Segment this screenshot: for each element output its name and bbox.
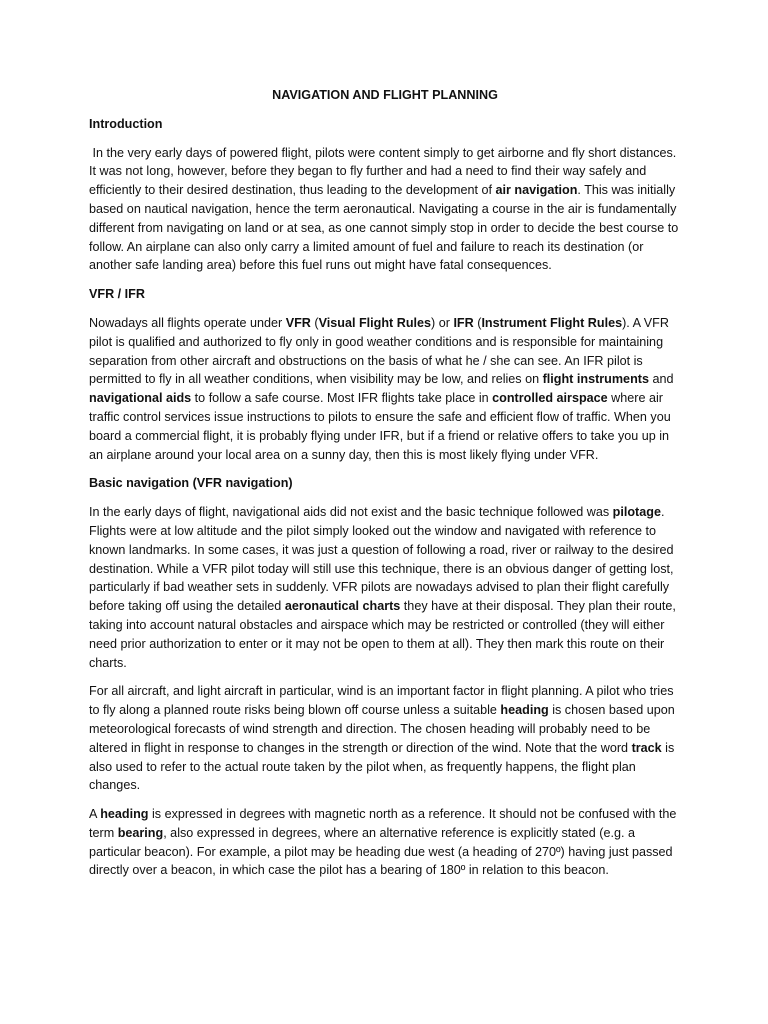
section-heading-vfr-ifr: VFR / IFR bbox=[89, 287, 145, 302]
paragraph-pilotage: In the early days of flight, navigational aids did not exist and the basic technique followed was pilotage. Flights were at low altitude and the pilot simply looked out the window and navigated with reference to known landmarks. In some cases, it was just a question of following a road, river or railway to the desired destination. While a VFR pilot today will still use this technique, there is an obvious danger of getting lost, particularly if bad weather sets in suddenly. VFR pilots are nowadays advised to plan their flight carefully before taking off using the detailed aeronautical charts they have at their disposal. They plan their route, taking into account natural obstacles and airspace which may be restricted or controlled (they will either need prior authorization to enter or it may not be open to them at all). They then mark this route on their charts. bbox=[89, 505, 680, 670]
bold-term: air navigation bbox=[495, 183, 578, 198]
paragraph-heading-bearing: A heading is expressed in degrees with magnetic north as a reference. It should not be confused with the term bearing, also expressed in degrees, where an alternative reference is explicitly stated (e.g. a particular beacon). For example, a pilot may be heading due west (a heading of 270º) having just passed directly over a beacon, in which case the pilot has a bearing of 180º in relation to this beacon. bbox=[89, 807, 680, 878]
section-heading-introduction: Introduction bbox=[89, 116, 163, 131]
bold-term: controlled airspace bbox=[492, 391, 608, 406]
bold-term: VFR bbox=[285, 315, 311, 330]
bold-term: heading bbox=[100, 807, 149, 822]
bold-term: pilotage bbox=[612, 505, 661, 520]
section-heading-basic-navigation: Basic navigation (VFR navigation) bbox=[89, 476, 293, 491]
bold-term: flight instruments bbox=[542, 372, 649, 387]
bold-term: Instrument Flight Rules bbox=[481, 315, 623, 330]
document-page bbox=[89, 86, 681, 890]
paragraph-vfr-ifr: Nowadays all flights operate under VFR (Visual Flight Rules) or IFR (Instrument Flight Rules). A VFR pilot is qualified and authorized to fly only in good weather conditions and is responsible for maintaining separation from other aircraft and obstructions on the basis of what he / she can see. An IFR pilot is permitted to fly in all weather conditions, when visibility may be low, and relies on flight instruments and navigational aids to follow a safe course. Most IFR flights take place in controlled airspace where air traffic control services issue instructions to pilots to ensure the safe and efficient flow of traffic. When you board a commercial flight, it is probably flying under IFR, but if a friend or relative offers to take you up in an airplane around your local area on a sunny day, then this is most likely flying under VFR. bbox=[89, 315, 677, 462]
bold-term: bearing bbox=[117, 825, 164, 840]
bold-term: IFR bbox=[453, 315, 474, 330]
bold-term: aeronautical charts bbox=[284, 599, 401, 614]
bold-term: navigational aids bbox=[89, 391, 192, 406]
bold-term: Visual Flight Rules bbox=[318, 315, 432, 330]
document-title: NAVIGATION AND FLIGHT PLANNING bbox=[272, 88, 498, 102]
paragraph-introduction: In the very early days of powered flight, pilots were content simply to get airborne and fly short distances. It was not long, however, before they began to fly further and had a need to find their way safely and efficiently to their desired destination, thus leading to the development of air navigation. This was initially based on nautical navigation, hence the term aeronautical. Navigating a course in the air is fundamentally different from navigating on land or at sea, as one cannot simply stop in order to decide the best course to follow. An airplane can also only carry a limited amount of fuel and failure to reach its destination (or another safe landing area) before this fuel runs out might have fatal consequences. bbox=[89, 145, 682, 273]
bold-term: heading bbox=[500, 703, 549, 718]
paragraph-wind-heading: For all aircraft, and light aircraft in particular, wind is an important factor in flight planning. A pilot who tries to fly along a planned route risks being blown off course unless a suitable heading is chosen based upon meteorological forecasts of wind strength and direction. The chosen heading will probably need to be altered in flight in response to changes in the strength or direction of the wind. Note that the word track is also used to refer to the actual route taken by the pilot when, as frequently happens, the flight plan changes. bbox=[89, 684, 679, 793]
bold-term: track bbox=[631, 740, 662, 755]
